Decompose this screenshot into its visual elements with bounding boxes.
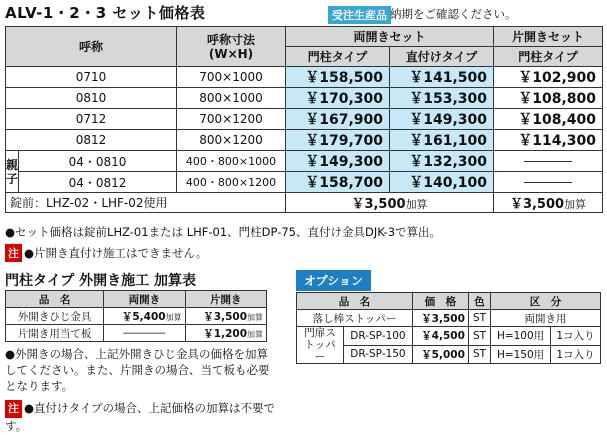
table-row: [6, 88, 603, 109]
height-cell: H=100用: [491, 327, 551, 346]
row-size: 800×1000: [177, 88, 286, 109]
col-monchu2: 門柱タイプ: [494, 47, 603, 67]
price-cell: ￥132,300: [390, 151, 494, 172]
table-row: [6, 172, 603, 193]
kubun-cell: 両開き用: [491, 310, 601, 327]
row-size: 700×1000: [177, 67, 286, 88]
price-cell: ――――: [104, 325, 185, 342]
note-outward: ●外開きの場合、上記外開きひじ金具の価格を加算してください。また、片開きの場合、当て板も必要となります。: [5, 347, 270, 393]
price-cell: ￥3,500: [412, 310, 468, 327]
add-table: [5, 290, 267, 342]
qty-cell: 1コ入り: [551, 327, 601, 346]
col-name: 品 名: [6, 291, 104, 308]
row-code: DR-SP-100: [344, 327, 413, 346]
lock-price-12: ￥3,500加算: [286, 193, 494, 213]
price-cell: ￥108,400: [494, 109, 603, 130]
table-row: [297, 327, 601, 346]
price-cell: ￥141,500: [390, 67, 494, 88]
badge-note: 納期をご確認ください。: [390, 7, 517, 21]
row-name: 落し棒ストッパー: [297, 310, 413, 327]
col-katabiraki: 片開きセット: [494, 27, 603, 47]
page-title: ALV-1・2・3 セット価格表: [5, 4, 206, 22]
col-monchu: 門柱タイプ: [286, 47, 390, 67]
row-name: 0712: [6, 109, 177, 130]
price-cell: ￥149,300: [390, 109, 494, 130]
row-name: 0710: [6, 67, 177, 88]
color-cell: ST: [468, 310, 490, 327]
oyako-label: 親子: [6, 151, 19, 193]
table-row: [6, 130, 603, 151]
col-color: 色: [468, 293, 490, 310]
price-cell: ￥158,500: [286, 67, 390, 88]
price-cell: ￥3,500加算: [185, 308, 266, 325]
qty-cell: 1コ入り: [551, 345, 601, 364]
price-table: [5, 26, 603, 213]
table-row: [6, 109, 603, 130]
price-cell: ￥114,300: [494, 130, 603, 151]
row-size: 800×1200: [177, 130, 286, 151]
price-cell: ￥167,900: [286, 109, 390, 130]
table-row: [6, 67, 603, 88]
price-cell: ￥4,500: [412, 327, 468, 346]
note-direct: 注 ●直付けタイプの場合、上記価格の加算は不要です。: [5, 401, 275, 433]
price-cell: ￥158,700: [286, 172, 390, 193]
price-cell: ――――: [494, 151, 603, 172]
price-cell: ￥1,200加算: [185, 325, 266, 342]
col-jikazuke: 直付けタイプ: [390, 47, 494, 67]
col-ryobiraki: 両開きセット: [286, 27, 494, 47]
note-set-price: ●セット価格は錠前LHZ-01または LHF-01、門柱DP-75、直付け金具DJK-3で算出。: [5, 225, 442, 239]
price-cell: ￥161,100: [390, 130, 494, 151]
col-size: 呼称寸法 (W×H): [177, 27, 286, 67]
row-name: 0810: [6, 88, 177, 109]
option-label: オプション: [296, 270, 371, 291]
col-kata: 片開き: [185, 291, 266, 308]
color-cell: ST: [468, 327, 490, 346]
row-size: 400・800×1200: [177, 172, 286, 193]
col-name: 品 名: [297, 293, 413, 310]
price-cell: ￥5,000: [412, 345, 468, 364]
lock-label: 錠前：LHZ-02・LHF-02使用: [6, 193, 286, 213]
price-cell: ￥153,300: [390, 88, 494, 109]
price-cell: ￥140,100: [390, 172, 494, 193]
group-label: 門扉ストッパー: [297, 327, 344, 364]
row-size: 400・800×1000: [177, 151, 286, 172]
table-row: [297, 310, 601, 327]
row-size: 700×1200: [177, 109, 286, 130]
price-cell: ￥179,700: [286, 130, 390, 151]
price-cell: ――――: [494, 172, 603, 193]
lock-price-3: ￥3,500加算: [494, 193, 603, 213]
row-name: 片開き用当て板: [6, 325, 104, 342]
note-katabiraki: 注 ●片開き直付け施工はできません。: [5, 244, 207, 262]
option-table: [296, 292, 601, 364]
price-cell: ￥149,300: [286, 151, 390, 172]
row-name: 04・0812: [19, 172, 177, 193]
col-kubun: 区 分: [491, 293, 601, 310]
height-cell: H=150用: [491, 345, 551, 364]
col-name: 呼称: [6, 27, 177, 67]
table-row: [6, 308, 267, 325]
row-name: 0812: [6, 130, 177, 151]
price-cell: ￥170,300: [286, 88, 390, 109]
table-row: [6, 151, 603, 172]
row-code: DR-SP-150: [344, 345, 413, 364]
table-row: [6, 325, 267, 342]
price-cell: ￥102,900: [494, 67, 603, 88]
section-title: 門柱タイプ 外開き施工 加算表: [5, 273, 197, 289]
price-cell: ￥108,800: [494, 88, 603, 109]
row-name: 04・0810: [19, 151, 177, 172]
col-ryo: 両開き: [104, 291, 185, 308]
color-cell: ST: [468, 345, 490, 364]
col-price: 価 格: [412, 293, 468, 310]
order-badge: 受注生産品: [328, 6, 391, 24]
lock-row: [6, 193, 603, 213]
price-cell: ￥5,400加算: [104, 308, 185, 325]
row-name: 外開きひじ金具: [6, 308, 104, 325]
